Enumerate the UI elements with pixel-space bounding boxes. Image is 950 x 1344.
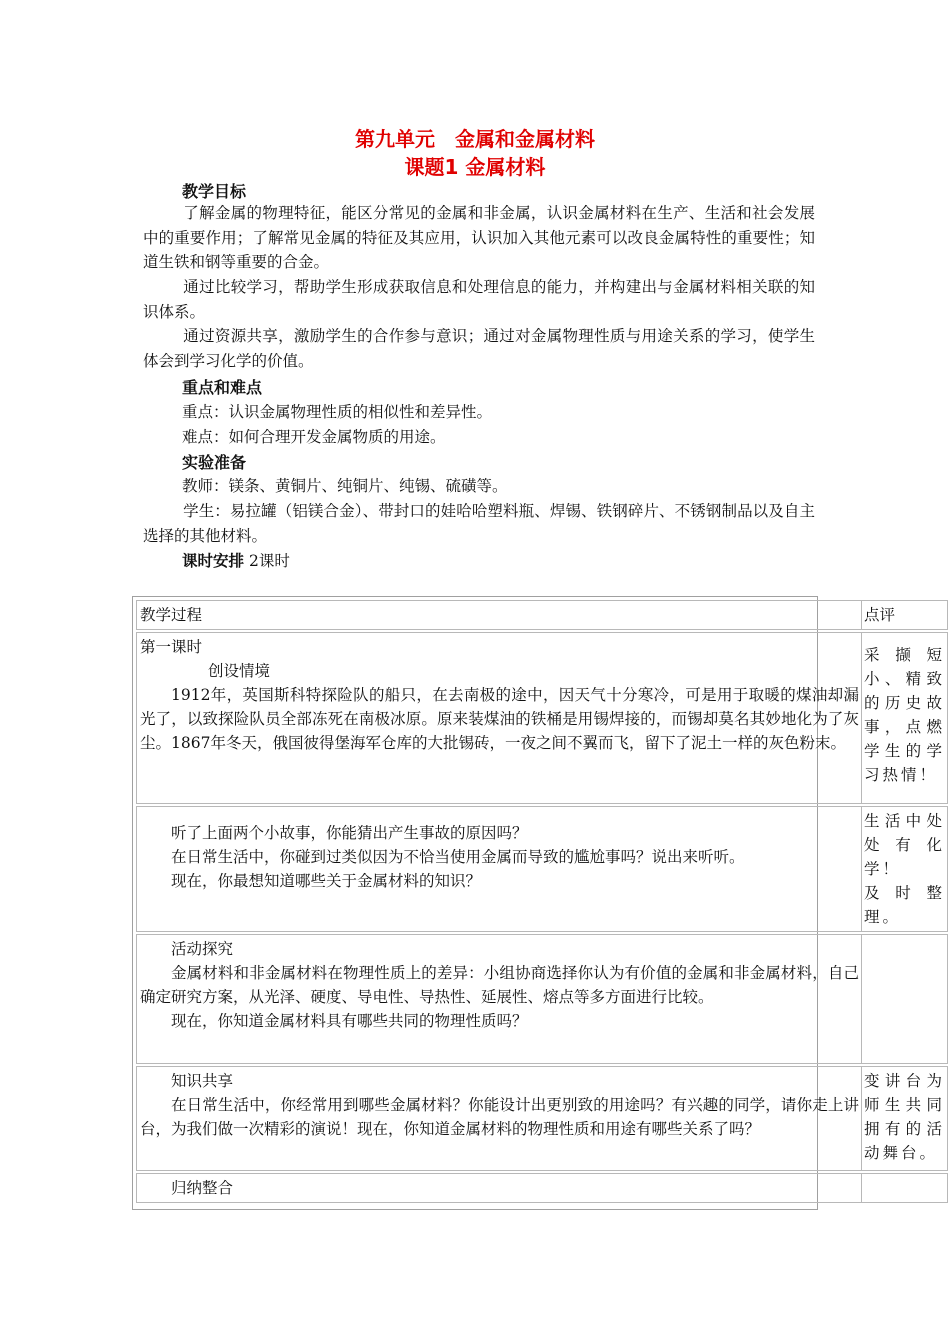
schedule-label: 课时安排 xyxy=(182,552,245,570)
unit-title: 第九单元 金属和金属材料 xyxy=(355,127,595,151)
table-row-5-process xyxy=(136,1173,862,1203)
section-title: 知识共享 xyxy=(171,1072,234,1090)
header-comment: 点评 xyxy=(861,600,948,630)
lesson-table xyxy=(132,596,945,1210)
section-title: 创设情境 xyxy=(208,662,271,680)
comment-2: 及时整理。 xyxy=(864,884,945,926)
table-row-1-process xyxy=(136,632,862,804)
period-label: 第一课时 xyxy=(140,638,203,656)
objectives-heading: 教学目标 xyxy=(182,182,247,201)
table-row-4-comment: 变讲台为师生共同拥有的活动舞台。 xyxy=(861,1066,948,1171)
table-row-5-comment xyxy=(861,1173,948,1203)
preparation-heading: 实验准备 xyxy=(182,453,247,472)
objectives-paragraph-2: 通过比较学习，帮助学生形成获取信息和处理信息的能力，并构建出与金属材料相关联的知识体系。 xyxy=(143,278,815,321)
table-row-2-process xyxy=(136,806,862,932)
difficulty-text: 难点：如何合理开发金属物质的用途。 xyxy=(182,428,446,446)
sharing-text: 在日常生活中，你经常用到哪些金属材料？你能设计出更别致的用途吗？有兴趣的同学，请你走上讲台，为我们做一次精彩的演说！现在，你知道金属材料的物理性质和用途有哪些关系了吗？ xyxy=(140,1096,859,1138)
question-1: 听了上面两个小故事，你能猜出产生事故的原因吗？ xyxy=(171,824,528,842)
objectives-paragraph-3: 通过资源共享，激励学生的合作参与意识；通过对金属物理性质与用途关系的学习，使学生体会到学习化学的价值。 xyxy=(143,327,815,370)
schedule-value: 2课时 xyxy=(248,552,290,570)
key-points-heading: 重点和难点 xyxy=(182,378,263,397)
table-row-3-comment xyxy=(861,934,948,1064)
key-point-text: 重点：认识金属物理性质的相似性和差异性。 xyxy=(182,403,493,421)
header-process: 教学过程 xyxy=(136,600,862,630)
comment-1: 生活中处处有化学！ xyxy=(864,812,945,878)
question-2: 在日常生活中，你碰到过类似因为不恰当使用金属而导致的尴尬事吗？说出来听听。 xyxy=(171,848,745,866)
table-row-3-process xyxy=(136,934,862,1064)
section-title: 归纳整合 xyxy=(171,1179,234,1197)
section-title: 活动探究 xyxy=(171,940,234,958)
table-row-4-process xyxy=(136,1066,862,1171)
activity-question: 现在，你知道金属材料具有哪些共同的物理性质吗？ xyxy=(171,1012,528,1030)
objectives-paragraph-1: 了解金属的物理特征，能区分常见的金属和非金属，认识金属材料在生产、生活和社会发展中的重要作用；了解常见金属的特征及其应用，认识加入其他元素可以改良金属特性的重要性；知道生铁和钢等重要的合金。 xyxy=(143,204,815,271)
student-materials: 学生：易拉罐（铝镁合金）、带封口的娃哈哈塑料瓶、焊锡、铁钢碎片、不锈钢制品以及自主选择的其他材料。 xyxy=(143,502,815,545)
teacher-materials: 教师：镁条、黄铜片、纯铜片、纯锡、硫磺等。 xyxy=(182,477,508,495)
question-3: 现在，你最想知道哪些关于金属材料的知识？ xyxy=(171,872,482,890)
lesson-title: 课题1 金属材料 xyxy=(404,155,546,179)
schedule xyxy=(182,549,290,571)
story-text: 1912年，英国斯科特探险队的船只，在去南极的途中，因天气十分寒冷，可是用于取暖的煤油却漏光了，以致探险队员全部冻死在南极冰原。原来装煤油的铁桶是用锡焊接的，而锡却莫名其妙地化为了灰尘。1867年冬天，俄国彼得堡海军仓库的大批锡砖，一夜之间不翼而飞，留下了泥土一样的灰色粉末。 xyxy=(140,686,859,752)
table-row-1-comment: 采撷短小、精致的历史故事，点燃学生的学习热情！ xyxy=(861,632,948,804)
activity-text: 金属材料和非金属材料在物理性质上的差异：小组协商选择你认为有价值的金属和非金属材料，自己确定研究方案，从光泽、硬度、导电性、导热性、延展性、熔点等多方面进行比较。 xyxy=(140,964,859,1006)
table-row-2-comment xyxy=(861,806,948,932)
